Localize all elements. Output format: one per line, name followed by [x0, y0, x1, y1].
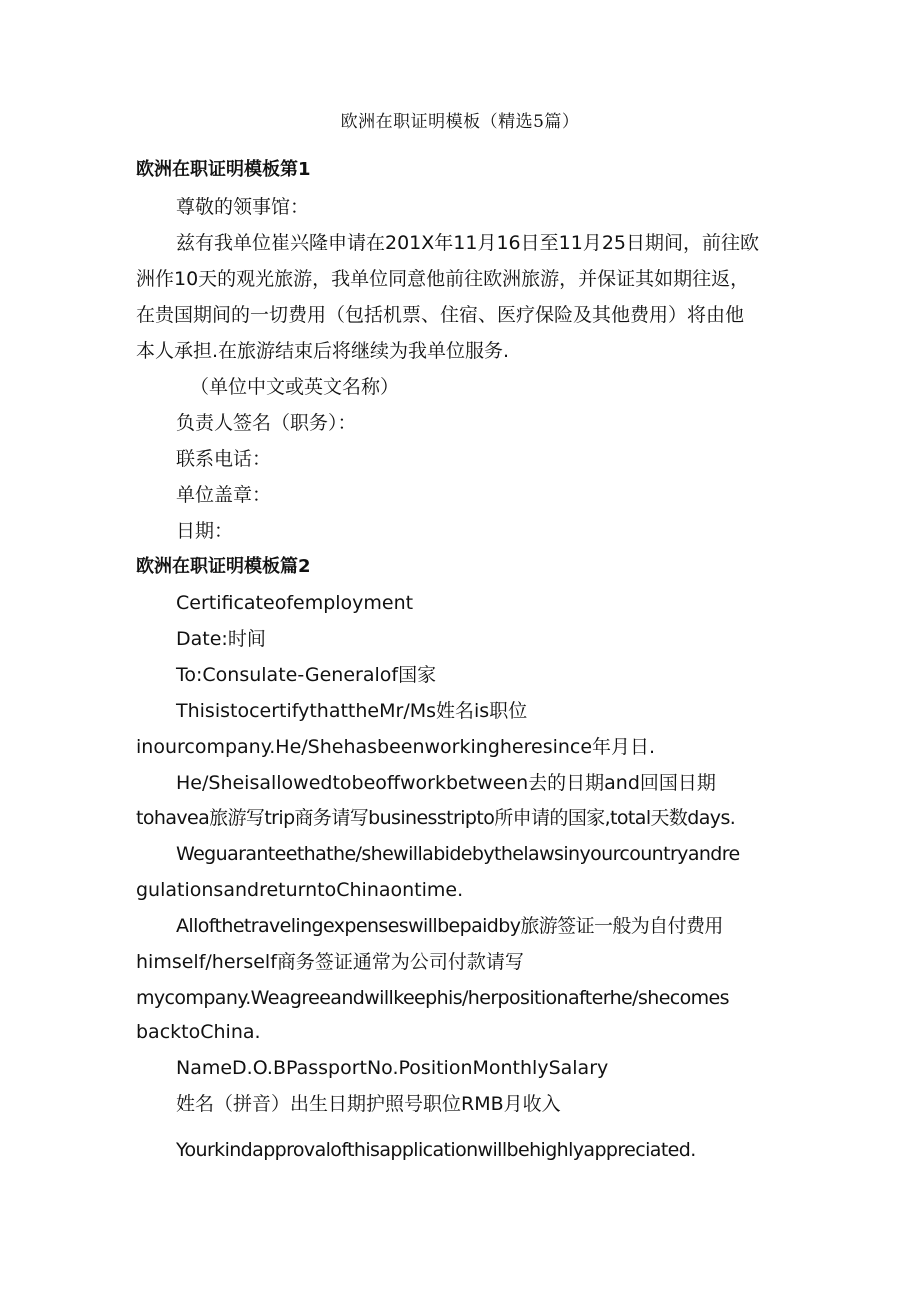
en-line-14: NameD.O.BPassportNo.PositionMonthlySalary: [176, 1057, 609, 1079]
company-name-label: （单位中文或英文名称）: [190, 376, 400, 398]
document-title: 欧洲在职证明模板（精选5篇）: [340, 112, 580, 132]
en-line-9: gulationsandreturntoChinaontime.: [136, 879, 464, 901]
body-line-1: 兹有我单位崔兴隆申请在201X年11月16日至11月25日期间，前往欧: [176, 232, 759, 254]
en-line-12: mycompany.Weagreeandwillkeephis/herpositionafterhe/shecomes: [136, 987, 729, 1009]
en-line-15: 姓名（拼音）出生日期护照号职位RMB月收入: [176, 1093, 561, 1115]
signature-label: 负责人签名（职务）：: [176, 412, 357, 434]
en-line-5: inourcompany.He/Shehasbeenworkingheresince年月日.: [136, 736, 656, 758]
date-label: 日期：: [176, 520, 234, 542]
en-line-8: Weguaranteethathe/shewillabidebythelawsinyourcountryandre: [176, 843, 740, 865]
salutation: 尊敬的领事馆：: [176, 196, 310, 218]
seal-label: 单位盖章：: [176, 484, 272, 506]
body-line-4: 本人承担.在旅游结束后将继续为我单位服务.: [136, 340, 510, 362]
en-line-10: Allofthetravelingexpenseswillbepaidby旅游签证一般为自付费用: [176, 915, 723, 937]
en-line-4: ThisistocertifythattheMr/Ms姓名is职位: [176, 700, 528, 722]
section2-heading: 欧洲在职证明模板篇2: [136, 556, 311, 577]
en-line-16: Yourkindapprovalofthisapplicationwillbehighlyappreciated.: [176, 1139, 696, 1161]
phone-label: 联系电话：: [176, 448, 272, 470]
en-line-1: Certificateofemployment: [176, 592, 414, 614]
en-line-6: He/Sheisallowedtobeoffworkbetween去的日期and回国日期: [176, 772, 716, 794]
en-line-7: tohavea旅游写trip商务请写businesstripto所申请的国家,total天数days.: [136, 807, 736, 829]
en-line-3: To:Consulate-Generalof国家: [176, 664, 437, 686]
body-line-3: 在贵国期间的一切费用（包括机票、住宿、医疗保险及其他费用）将由他: [136, 304, 745, 326]
en-line-11: himself/herself商务签证通常为公司付款请写: [136, 951, 524, 973]
section1-heading: 欧洲在职证明模板第1: [136, 159, 311, 180]
body-line-2: 洲作10天的观光旅游，我单位同意他前往欧洲旅游，并保证其如期往返，: [136, 268, 750, 290]
en-line-2: Date:时间: [176, 628, 266, 650]
en-line-13: backtoChina.: [136, 1021, 261, 1043]
